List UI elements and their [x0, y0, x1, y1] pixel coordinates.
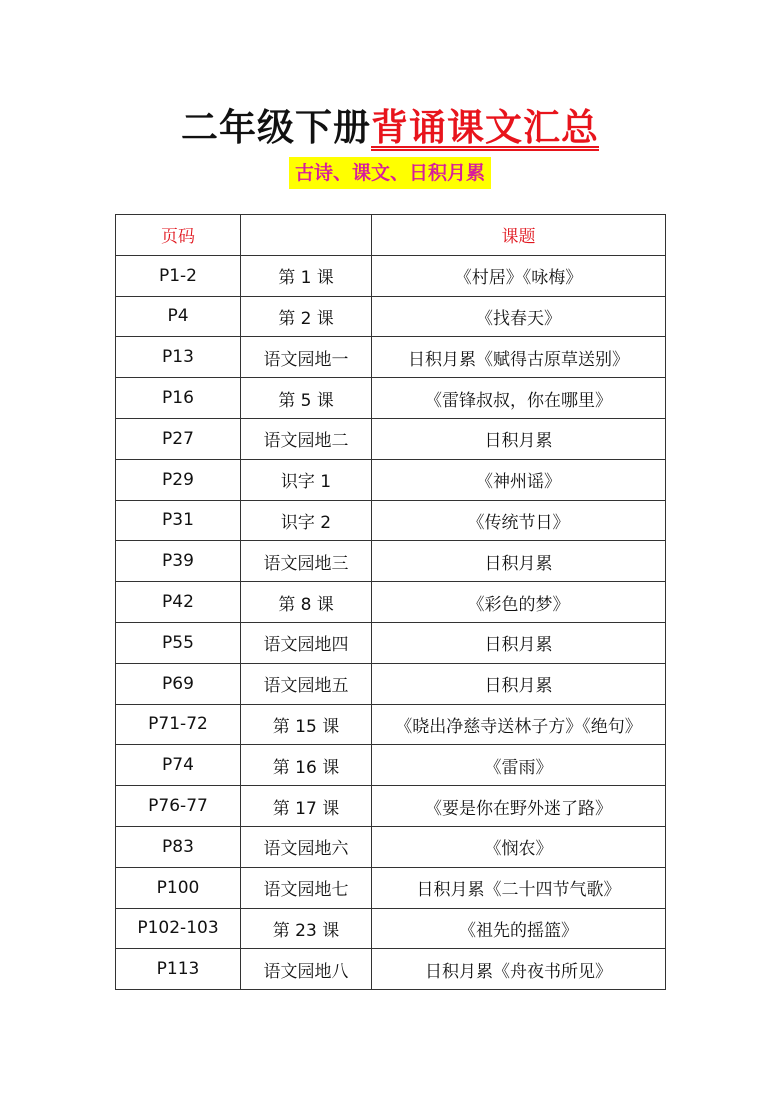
page-cell: P71-72 — [116, 704, 241, 745]
page-cell: P69 — [116, 663, 241, 704]
page-title — [0, 104, 780, 152]
topic-cell: 《彩色的梦》 — [372, 582, 666, 623]
lesson-cell: 第 16 课 — [241, 745, 372, 786]
table-body — [116, 255, 666, 989]
lesson-cell: 语文园地四 — [241, 622, 372, 663]
table-row — [116, 622, 666, 663]
lesson-cell: 第 5 课 — [241, 378, 372, 419]
table-row — [116, 582, 666, 623]
lesson-cell: 识字 2 — [241, 500, 372, 541]
table-row — [116, 459, 666, 500]
lesson-cell: 识字 1 — [241, 459, 372, 500]
page-cell: P76-77 — [116, 786, 241, 827]
table-row — [116, 541, 666, 582]
page-cell: P31 — [116, 500, 241, 541]
table-row — [116, 908, 666, 949]
page-cell: P55 — [116, 622, 241, 663]
table-row — [116, 378, 666, 419]
table-row — [116, 786, 666, 827]
page-cell: P4 — [116, 296, 241, 337]
table-row — [116, 704, 666, 745]
topic-cell: 日积月累 — [372, 418, 666, 459]
lesson-cell: 第 23 课 — [241, 908, 372, 949]
table-header-row — [116, 215, 666, 256]
table-row — [116, 663, 666, 704]
lesson-cell: 第 17 课 — [241, 786, 372, 827]
page-subtitle: 古诗、课文、日积月累 — [289, 157, 491, 189]
topic-cell: 《传统节日》 — [372, 500, 666, 541]
recitation-table — [115, 214, 666, 990]
table-row — [116, 949, 666, 990]
table-row — [116, 337, 666, 378]
page-cell: P100 — [116, 867, 241, 908]
topic-cell: 日积月累《舟夜书所见》 — [372, 949, 666, 990]
page-cell: P27 — [116, 418, 241, 459]
topic-cell: 《神州谣》 — [372, 459, 666, 500]
topic-cell: 《祖先的摇篮》 — [372, 908, 666, 949]
topic-cell: 《找春天》 — [372, 296, 666, 337]
topic-cell: 日积月累 — [372, 663, 666, 704]
lesson-cell: 第 1 课 — [241, 255, 372, 296]
topic-cell: 日积月累 — [372, 541, 666, 582]
column-header-page: 页码 — [116, 215, 241, 256]
topic-cell: 《晓出净慈寺送林子方》《绝句》 — [372, 704, 666, 745]
page-cell: P16 — [116, 378, 241, 419]
lesson-cell: 第 2 课 — [241, 296, 372, 337]
lesson-cell: 语文园地六 — [241, 826, 372, 867]
page-cell: P74 — [116, 745, 241, 786]
topic-cell: 《雷雨》 — [372, 745, 666, 786]
column-header-lesson — [241, 215, 372, 256]
topic-cell: 日积月累《赋得古原草送别》 — [372, 337, 666, 378]
topic-cell: 《村居》《咏梅》 — [372, 255, 666, 296]
table-row — [116, 255, 666, 296]
page-cell: P113 — [116, 949, 241, 990]
topic-cell: 《雷锋叔叔，你在哪里》 — [372, 378, 666, 419]
page-cell: P42 — [116, 582, 241, 623]
table-row — [116, 500, 666, 541]
lesson-cell: 语文园地一 — [241, 337, 372, 378]
table-row — [116, 826, 666, 867]
lesson-cell: 语文园地二 — [241, 418, 372, 459]
page-title-main: 二年级下册 — [181, 106, 371, 149]
lesson-cell: 第 15 课 — [241, 704, 372, 745]
column-header-topic: 课题 — [372, 215, 666, 256]
topic-cell: 日积月累 — [372, 622, 666, 663]
lesson-cell: 语文园地五 — [241, 663, 372, 704]
topic-cell: 《悯农》 — [372, 826, 666, 867]
page-cell: P1-2 — [116, 255, 241, 296]
page-cell: P83 — [116, 826, 241, 867]
lesson-cell: 语文园地八 — [241, 949, 372, 990]
page-cell: P102-103 — [116, 908, 241, 949]
lesson-cell: 第 8 课 — [241, 582, 372, 623]
table-row — [116, 867, 666, 908]
page-cell: P13 — [116, 337, 241, 378]
table-row — [116, 418, 666, 459]
lesson-cell: 语文园地七 — [241, 867, 372, 908]
lesson-cell: 语文园地三 — [241, 541, 372, 582]
table-row — [116, 745, 666, 786]
subtitle-container — [0, 157, 780, 189]
topic-cell: 《要是你在野外迷了路》 — [372, 786, 666, 827]
page-cell: P29 — [116, 459, 241, 500]
page-cell: P39 — [116, 541, 241, 582]
table-row — [116, 296, 666, 337]
topic-cell: 日积月累《二十四节气歌》 — [372, 867, 666, 908]
page-title-highlight: 背诵课文汇总 — [371, 106, 599, 149]
